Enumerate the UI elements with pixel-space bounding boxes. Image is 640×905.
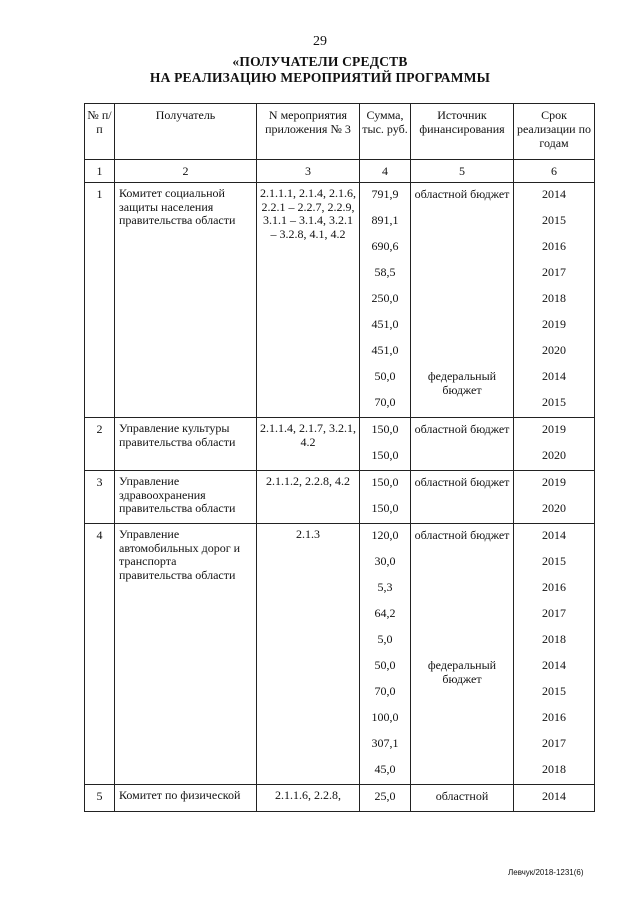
sum-value: 150,0 bbox=[371, 475, 399, 489]
source-value bbox=[411, 261, 513, 287]
year-value: 2016 bbox=[542, 239, 566, 253]
sum-value: 150,0 bbox=[371, 448, 399, 462]
events-cell: 2.1.1.4, 2.1.7, 3.2.1, 4.2 bbox=[257, 418, 360, 471]
source-value bbox=[411, 758, 513, 784]
recipients-table bbox=[84, 103, 595, 812]
source-value-column bbox=[411, 418, 514, 471]
year-value: 2014 bbox=[542, 789, 566, 803]
source-value: областной бюджет bbox=[414, 422, 510, 436]
sum-value-column bbox=[360, 785, 411, 812]
sum-value: 64,2 bbox=[374, 606, 396, 620]
year-value: 2019 bbox=[542, 317, 566, 331]
source-value bbox=[411, 313, 513, 339]
sum-value-column bbox=[360, 418, 411, 471]
header-num: № п/п bbox=[85, 104, 115, 160]
source-value: федеральный бюджет bbox=[427, 658, 497, 686]
year-value: 2019 bbox=[542, 422, 566, 436]
year-value: 2015 bbox=[542, 554, 566, 568]
sum-value-column bbox=[360, 183, 411, 418]
row-number: 2 bbox=[85, 418, 115, 471]
year-value-column bbox=[514, 471, 595, 524]
year-value: 2017 bbox=[542, 606, 566, 620]
source-value bbox=[411, 628, 513, 654]
title-line-1: «ПОЛУЧАТЕЛИ СРЕДСТВ bbox=[232, 54, 408, 69]
year-value: 2014 bbox=[542, 369, 566, 383]
sum-value: 25,0 bbox=[374, 789, 396, 803]
table-row bbox=[85, 785, 595, 812]
source-value: областной бюджет bbox=[414, 187, 510, 201]
source-value-column bbox=[411, 524, 514, 785]
row-number: 5 bbox=[85, 785, 115, 812]
sum-value: 120,0 bbox=[371, 528, 399, 542]
year-value-column bbox=[514, 418, 595, 471]
source-value bbox=[411, 497, 513, 523]
year-value: 2015 bbox=[542, 684, 566, 698]
source-value bbox=[411, 576, 513, 602]
table-body bbox=[85, 183, 595, 812]
recipient-cell: Комитет социальной защиты населения правительства области bbox=[115, 183, 257, 418]
source-value: областной bbox=[435, 789, 489, 803]
table-row bbox=[85, 524, 595, 785]
row-number: 1 bbox=[85, 183, 115, 418]
column-number: 1 bbox=[85, 160, 115, 183]
sum-value: 30,0 bbox=[374, 554, 396, 568]
column-number: 3 bbox=[257, 160, 360, 183]
sum-value: 45,0 bbox=[374, 762, 396, 776]
year-value: 2020 bbox=[542, 343, 566, 357]
source-value bbox=[411, 602, 513, 628]
source-value bbox=[411, 339, 513, 365]
sum-value: 891,1 bbox=[371, 213, 399, 227]
header-events: N мероприятия приложения № 3 bbox=[257, 104, 360, 160]
sum-value: 451,0 bbox=[371, 317, 399, 331]
sum-value: 70,0 bbox=[374, 684, 396, 698]
document-title bbox=[0, 54, 640, 86]
footer-mark: Левчук/2018-1231(6) bbox=[508, 868, 584, 877]
row-number: 3 bbox=[85, 471, 115, 524]
table-row bbox=[85, 418, 595, 471]
sum-value-column bbox=[360, 471, 411, 524]
year-value: 2020 bbox=[542, 501, 566, 515]
sum-value: 307,1 bbox=[371, 736, 399, 750]
sum-value: 50,0 bbox=[374, 658, 396, 672]
column-number: 4 bbox=[360, 160, 411, 183]
source-value-column bbox=[411, 785, 514, 812]
sum-value: 70,0 bbox=[374, 395, 396, 409]
source-value bbox=[411, 444, 513, 470]
table-row bbox=[85, 471, 595, 524]
column-number: 6 bbox=[514, 160, 595, 183]
source-value bbox=[411, 550, 513, 576]
year-value: 2018 bbox=[542, 762, 566, 776]
sum-value: 100,0 bbox=[371, 710, 399, 724]
year-value: 2018 bbox=[542, 291, 566, 305]
source-value: областной бюджет bbox=[414, 475, 510, 489]
recipient-cell: Управление культуры правительства области bbox=[115, 418, 257, 471]
recipient-cell: Управление автомобильных дорог и транспорта правительства области bbox=[115, 524, 257, 785]
sum-value: 250,0 bbox=[371, 291, 399, 305]
year-value: 2016 bbox=[542, 710, 566, 724]
source-value bbox=[411, 235, 513, 261]
source-value-column bbox=[411, 183, 514, 418]
sum-value: 5,3 bbox=[377, 580, 393, 594]
year-value-column bbox=[514, 785, 595, 812]
year-value-column bbox=[514, 183, 595, 418]
source-value-column bbox=[411, 471, 514, 524]
header-period: Срок реализации по годам bbox=[514, 104, 595, 160]
source-value bbox=[411, 287, 513, 313]
recipient-cell: Управление здравоохранения правительства области bbox=[115, 471, 257, 524]
header-row bbox=[85, 104, 595, 160]
year-value: 2014 bbox=[542, 528, 566, 542]
year-value: 2014 bbox=[542, 658, 566, 672]
events-cell: 2.1.3 bbox=[257, 524, 360, 785]
events-cell: 2.1.1.6, 2.2.8, bbox=[257, 785, 360, 812]
sum-value: 150,0 bbox=[371, 501, 399, 515]
sum-value: 50,0 bbox=[374, 369, 396, 383]
source-value: областной бюджет bbox=[414, 528, 510, 542]
column-number: 5 bbox=[411, 160, 514, 183]
header-source: Источник финансирования bbox=[411, 104, 514, 160]
source-value bbox=[411, 209, 513, 235]
sum-value: 5,0 bbox=[377, 632, 393, 646]
header-sum: Сумма, тыс. руб. bbox=[360, 104, 411, 160]
year-value-column bbox=[514, 524, 595, 785]
title-line-2: НА РЕАЛИЗАЦИЮ МЕРОПРИЯТИЙ ПРОГРАММЫ bbox=[149, 70, 491, 85]
year-value: 2017 bbox=[542, 736, 566, 750]
year-value: 2020 bbox=[542, 448, 566, 462]
year-value: 2015 bbox=[542, 213, 566, 227]
column-number: 2 bbox=[115, 160, 257, 183]
row-number: 4 bbox=[85, 524, 115, 785]
year-value: 2016 bbox=[542, 580, 566, 594]
header-recipient: Получатель bbox=[115, 104, 257, 160]
sum-value: 690,6 bbox=[371, 239, 399, 253]
recipient-cell: Комитет по физической bbox=[115, 785, 257, 812]
sum-value: 150,0 bbox=[371, 422, 399, 436]
sum-value: 451,0 bbox=[371, 343, 399, 357]
sum-value-column bbox=[360, 524, 411, 785]
year-value: 2018 bbox=[542, 632, 566, 646]
year-value: 2019 bbox=[542, 475, 566, 489]
year-value: 2014 bbox=[542, 187, 566, 201]
sum-value: 791,9 bbox=[371, 187, 399, 201]
table-row bbox=[85, 183, 595, 418]
events-cell: 2.1.1.1, 2.1.4, 2.1.6, 2.2.1 – 2.2.7, 2.2.9, 3.1.1 – 3.1.4, 3.2.1 – 3.2.8, 4.1, 4.2 bbox=[257, 183, 360, 418]
events-cell: 2.1.1.2, 2.2.8, 4.2 bbox=[257, 471, 360, 524]
page-number: 29 bbox=[313, 34, 327, 49]
year-value: 2017 bbox=[542, 265, 566, 279]
year-value: 2015 bbox=[542, 395, 566, 409]
column-number-row bbox=[85, 160, 595, 183]
source-value bbox=[411, 732, 513, 758]
sum-value: 58,5 bbox=[374, 265, 396, 279]
source-value bbox=[411, 706, 513, 732]
source-value: федеральный бюджет bbox=[427, 369, 497, 397]
